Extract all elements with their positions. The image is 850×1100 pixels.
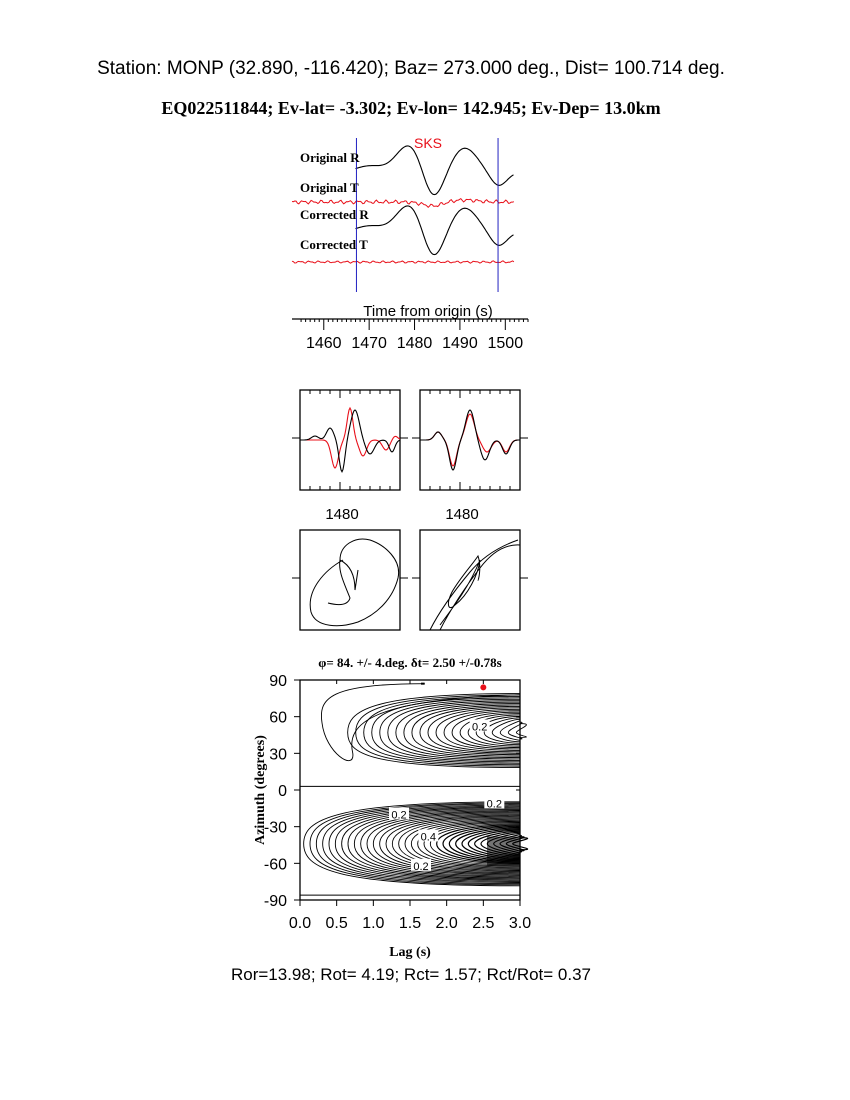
box-tick-marks: [292, 390, 528, 578]
waveform-tick-label-left: 1480: [325, 506, 359, 523]
contour-label-0: 0.2: [472, 721, 488, 734]
trace-corrected-t: [292, 261, 514, 263]
particle-motion-original: [310, 539, 398, 626]
azimuth-tick-label: -90: [263, 893, 287, 910]
lag-tick-label: 1.0: [362, 915, 385, 932]
lag-tick-label: 3.0: [508, 915, 532, 932]
lag-tick-label: 2.5: [472, 915, 495, 932]
waveform-overlay-right: [420, 410, 520, 470]
trace-label-original-t: Original T: [300, 180, 359, 195]
window-markers: [356, 138, 498, 292]
time-tick-label: 1480: [396, 335, 433, 352]
waveform-red: [420, 414, 520, 466]
azimuth-tick-label: 0: [278, 783, 287, 800]
waveform-black: [300, 410, 400, 472]
time-tick-label: 1470: [351, 335, 387, 352]
trace-original-r: [356, 146, 514, 195]
time-tick-label: 1490: [442, 335, 478, 352]
azimuth-tick-label: -60: [263, 856, 287, 874]
particle-motion-corrected: [430, 540, 520, 630]
time-tick-label: 1500: [487, 335, 524, 352]
trace-original-t: [292, 199, 514, 208]
waveform-overlay-left: [300, 408, 400, 472]
seismogram-time-axis: [292, 319, 528, 352]
contour-label-1: 0.2: [486, 798, 502, 811]
azimuth-tick-label: 30: [269, 746, 287, 764]
contour-label-3: 0.4: [420, 831, 436, 844]
grid-search-ylabel: Azimuth (degrees): [253, 735, 268, 845]
best-fit-marker: [480, 684, 486, 690]
azimuth-tick-label: 60: [269, 709, 287, 727]
trace-label-original-r: Original R: [300, 150, 360, 165]
waveform-box-right: [420, 390, 520, 490]
trace-label-corrected-r: Corrected R: [300, 207, 369, 222]
waveform-black: [420, 410, 520, 470]
phase-label: SKS: [413, 135, 443, 151]
energy-ratios: Ror=13.98; Rot= 4.19; Rct= 1.57; Rct/Rot= 0.37: [230, 965, 592, 984]
dense-contour-region: [487, 836, 520, 865]
lag-tick-label: 0.0: [288, 915, 312, 932]
event-header: EQ022511844; Ev-lat= -3.302; Ev-lon= 142.945; Ev-Dep= 13.0km: [161, 98, 661, 118]
lag-tick-label: 2.0: [435, 915, 458, 932]
waveform-tick-label-right: 1480: [445, 506, 479, 523]
time-tick-label: 1460: [305, 335, 342, 352]
contour-label-4: 0.2: [413, 860, 429, 873]
trace-corrected-r: [356, 206, 514, 255]
azimuth-tick-label: 90: [269, 673, 287, 690]
seismogram-xlabel: Time from origin (s): [363, 303, 493, 320]
trace-label-corrected-t: Corrected T: [300, 237, 368, 252]
lag-tick-label: 0.5: [325, 915, 348, 932]
azimuth-tick-label: -30: [263, 819, 287, 837]
contour-label-2: 0.2: [391, 809, 407, 822]
grid-search-xlabel: Lag (s): [389, 945, 431, 960]
waveform-red: [300, 408, 400, 468]
station-header: Station: MONP (32.890, -116.420); Baz= 273.000 deg., Dist= 100.714 deg.: [97, 58, 725, 79]
grid-search-title: φ= 84. +/- 4.deg. δt= 2.50 +/-0.78s: [318, 655, 502, 670]
particle-motion-box-original: [300, 530, 400, 630]
lag-tick-label: 1.5: [398, 915, 422, 932]
